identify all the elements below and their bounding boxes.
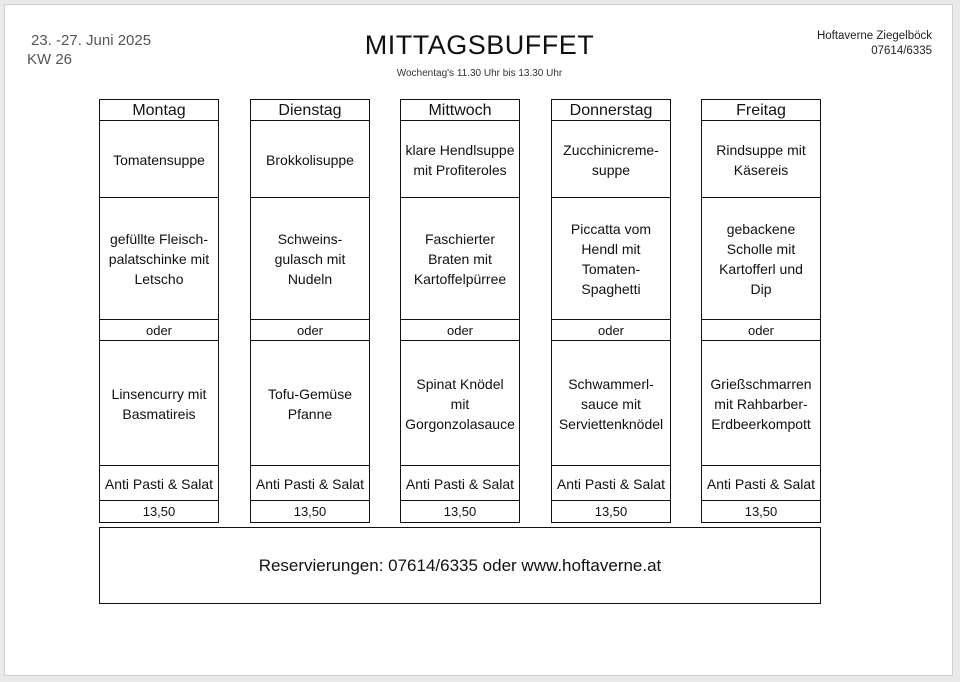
or-separator: oder (250, 319, 370, 342)
salad-cell: Anti Pasti & Salat (701, 465, 821, 502)
day-name: Dienstag (250, 99, 370, 122)
salad-cell: Anti Pasti & Salat (400, 465, 520, 502)
day-column-friday (701, 99, 821, 523)
day-column-monday (99, 99, 219, 523)
main-dish-1: Piccatta vom Hendl mit Tomaten- Spaghetti (551, 197, 671, 321)
page-title: MITTAGSBUFFET (364, 30, 595, 60)
main-dish-1: gebackene Scholle mit Kartofferl und Dip (701, 197, 821, 321)
day-name: Montag (99, 99, 219, 122)
menu-page (4, 4, 953, 676)
reservation-box (99, 527, 821, 604)
or-separator: oder (551, 319, 671, 342)
salad-cell: Anti Pasti & Salat (99, 465, 219, 502)
main-dish-2: Spinat Knödel mit Gorgonzolasauce (400, 340, 520, 467)
day-column-thursday (551, 99, 671, 523)
main-dish-1: Schweins- gulasch mit Nudeln (250, 197, 370, 321)
main-dish-2: Grießschmarren mit Rahbarber- Erdbeerkompott (701, 340, 821, 467)
price-cell: 13,50 (99, 500, 219, 523)
page-subtitle: Wochentag's 11.30 Uhr bis 13.30 Uhr (396, 68, 563, 79)
price-cell: 13,50 (250, 500, 370, 523)
day-column-tuesday (250, 99, 370, 523)
soup-cell: klare Hendlsuppe mit Profiteroles (400, 120, 520, 199)
venue-info (817, 29, 932, 59)
reservation-text: Reservierungen: 07614/6335 oder www.hoftaverne.at (258, 555, 662, 575)
main-dish-2: Linsencurry mit Basmatireis (99, 340, 219, 467)
price-cell: 13,50 (701, 500, 821, 523)
or-separator: oder (701, 319, 821, 342)
main-dish-2: Tofu-Gemüse Pfanne (250, 340, 370, 467)
day-name: Mittwoch (400, 99, 520, 122)
main-dish-2: Schwammerl- sauce mit Serviettenknödel (551, 340, 671, 467)
or-separator: oder (99, 319, 219, 342)
soup-cell: Zucchinicreme- suppe (551, 120, 671, 199)
soup-cell: Tomatensuppe (99, 120, 219, 199)
salad-cell: Anti Pasti & Salat (250, 465, 370, 502)
soup-cell: Rindsuppe mit Käsereis (701, 120, 821, 199)
main-dish-1: gefüllte Fleisch- palatschinke mit Letscho (99, 197, 219, 321)
main-dish-1: Faschierter Braten mit Kartoffelpürree (400, 197, 520, 321)
week-number: KW 26 (27, 51, 73, 68)
price-cell: 13,50 (400, 500, 520, 523)
venue-name: Hoftaverne Ziegelböck (816, 30, 932, 42)
price-cell: 13,50 (551, 500, 671, 523)
or-separator: oder (400, 319, 520, 342)
salad-cell: Anti Pasti & Salat (551, 465, 671, 502)
venue-phone: 07614/6335 (871, 45, 932, 57)
day-name: Donnerstag (551, 99, 671, 122)
soup-cell: Brokkolisuppe (250, 120, 370, 199)
day-name: Freitag (701, 99, 821, 122)
date-range: 23. -27. Juni 2025 (31, 32, 152, 49)
day-column-wednesday (400, 99, 520, 523)
